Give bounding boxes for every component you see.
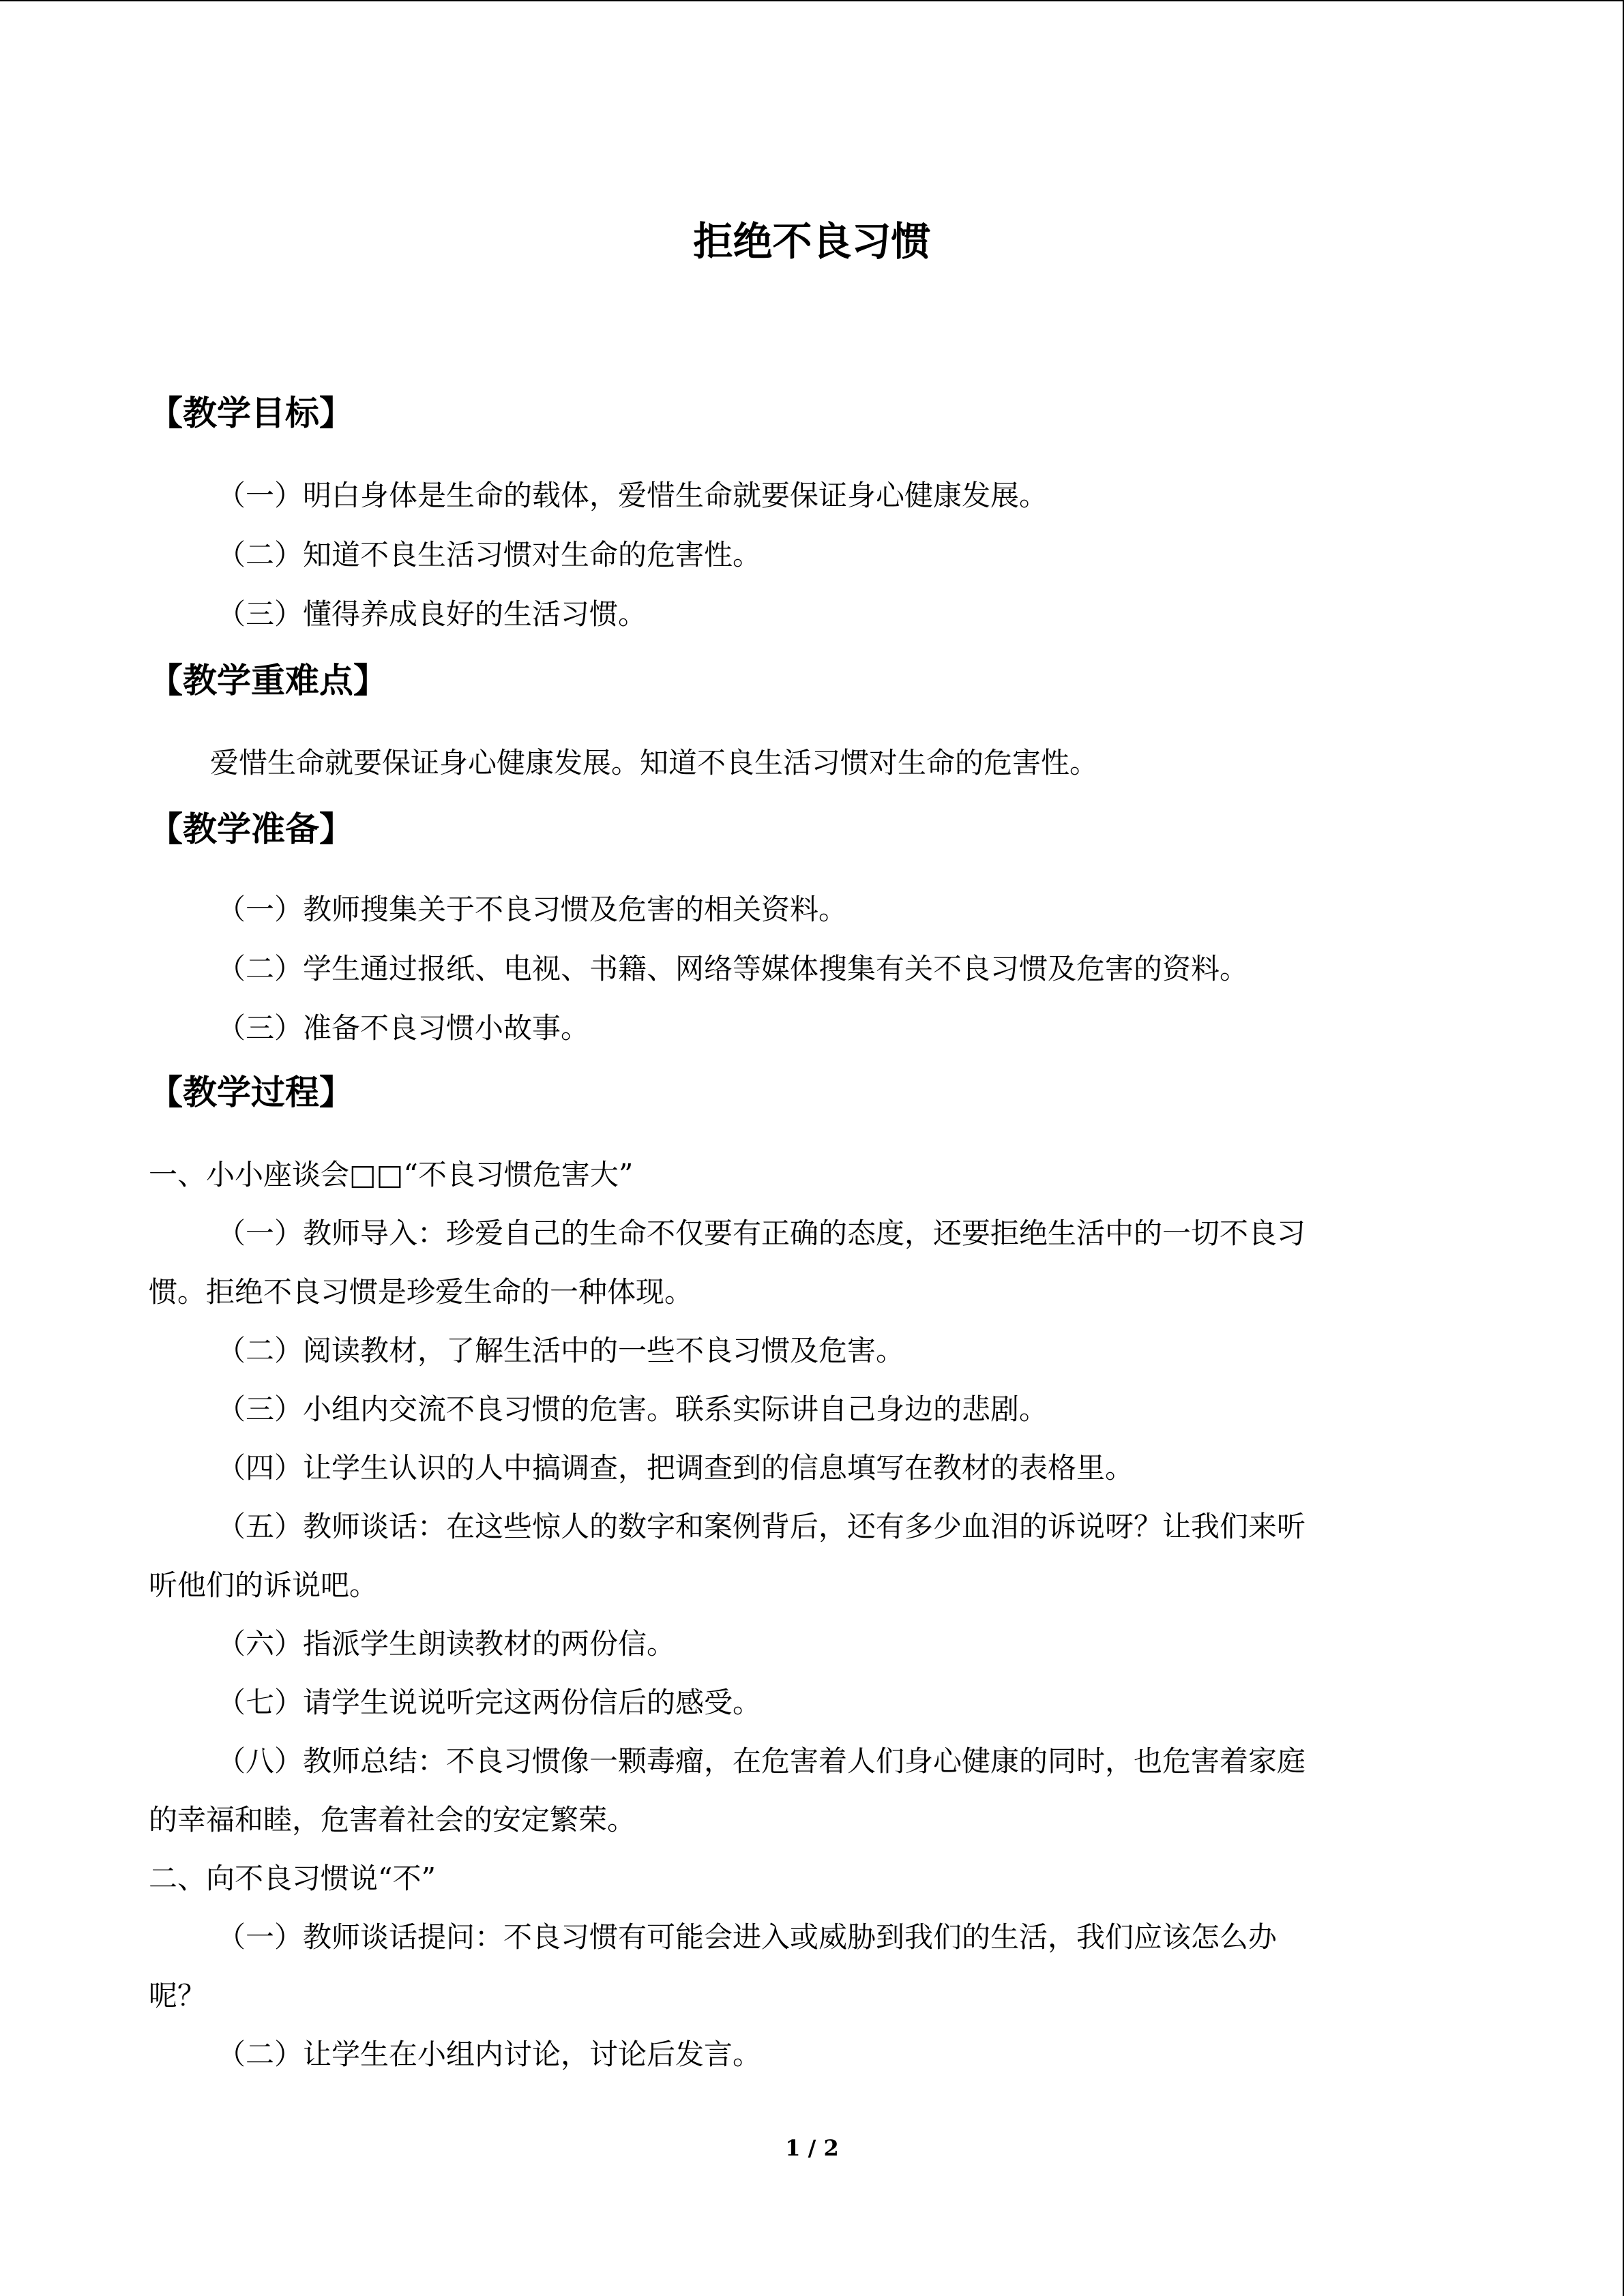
preparation-item-1: （一）教师搜集关于不良习惯及危害的相关资料。	[217, 893, 848, 926]
key-points-heading: 【教学重难点】	[149, 661, 387, 700]
key-points-text: 爱惜生命就要保证身心健康发展。知道不良生活习惯对生命的危害性。	[210, 746, 1099, 779]
objectives-heading: 【教学目标】	[149, 393, 353, 433]
objective-item-3: （三）懂得养成良好的生活习惯。	[217, 597, 647, 631]
process-part1-line-11: 的幸福和睦，危害着社会的安定繁荣。	[149, 1803, 636, 1836]
process-part1-line-3: （二）阅读教材，了解生活中的一些不良习惯及危害。	[217, 1334, 905, 1367]
process-part1-line-6: （五）教师谈话：在这些惊人的数字和案例背后，还有多少血泪的诉说呀？让我们来听	[217, 1510, 1306, 1543]
process-part1-line-5: （四）让学生认识的人中搞调查，把调查到的信息填写在教材的表格里。	[217, 1451, 1134, 1485]
page-border-top	[0, 0, 1624, 1]
process-part1-line-4: （三）小组内交流不良习惯的危害。联系实际讲自己身边的悲剧。	[217, 1392, 1048, 1426]
process-part1-title: 一、小小座谈会□□“不良习惯危害大”	[149, 1158, 634, 1191]
process-part2-line-3: （二）让学生在小组内讨论，讨论后发言。	[217, 2038, 762, 2071]
process-part2-line-1: （一）教师谈话提问：不良习惯有可能会进入或威胁到我们的生活，我们应该怎么办	[217, 1920, 1278, 1954]
process-part1-line-7: 听他们的诉说吧。	[149, 1568, 379, 1602]
preparation-item-2: （二）学生通过报纸、电视、书籍、网络等媒体搜集有关不良习惯及危害的资料。	[217, 952, 1249, 985]
process-part1-line-2: 惯。拒绝不良习惯是珍爱生命的一种体现。	[149, 1275, 694, 1309]
process-part1-line-9: （七）请学生说说听完这两份信后的感受。	[217, 1686, 762, 1719]
preparation-heading: 【教学准备】	[149, 809, 353, 849]
preparation-item-3: （三）准备不良习惯小故事。	[217, 1011, 590, 1045]
document-title: 拒绝不良习惯	[693, 218, 931, 265]
objective-item-1: （一）明白身体是生命的载体，爱惜生命就要保证身心健康发展。	[217, 479, 1048, 512]
process-part2-line-2: 呢？	[149, 1979, 207, 2012]
page-number: 1 / 2	[785, 2135, 839, 2161]
process-part1-line-1: （一）教师导入：珍爱自己的生命不仅要有正确的态度，还要拒绝生活中的一切不良习	[217, 1217, 1306, 1250]
objective-item-2: （二）知道不良生活习惯对生命的危害性。	[217, 538, 762, 571]
process-heading: 【教学过程】	[149, 1073, 353, 1112]
process-part2-title: 二、向不良习惯说“不”	[149, 1862, 436, 1895]
process-part1-line-10: （八）教师总结：不良习惯像一颗毒瘤，在危害着人们身心健康的同时，也危害着家庭	[217, 1744, 1306, 1778]
process-part1-line-8: （六）指派学生朗读教材的两份信。	[217, 1627, 676, 1660]
